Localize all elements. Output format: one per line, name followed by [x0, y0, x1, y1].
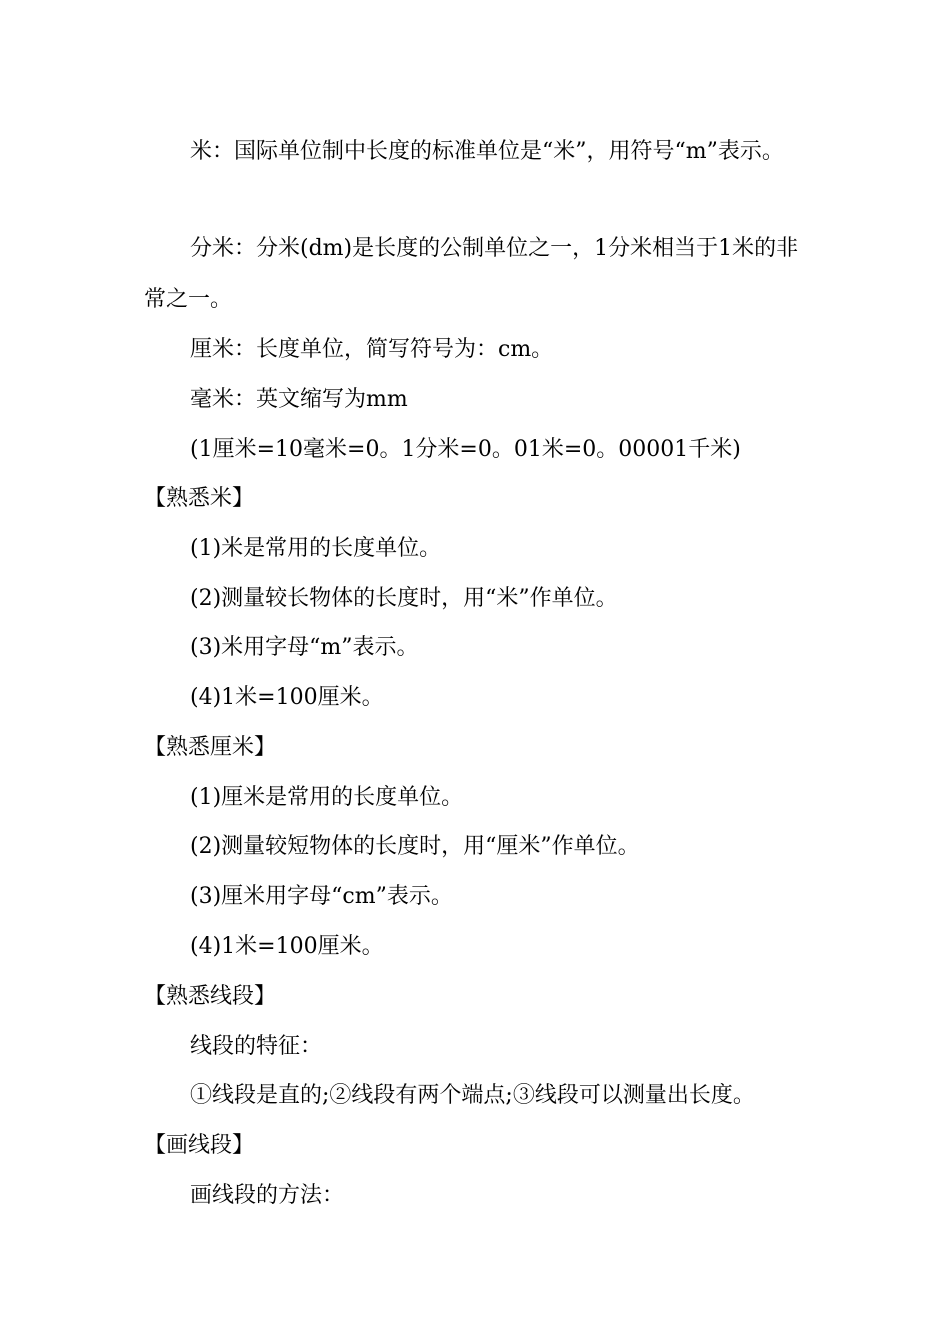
paragraph-decimeter-continued: 常之一。	[144, 287, 233, 312]
list-item-centimeter-2: (2)测量较短物体的长度时，用“厘米”作单位。	[190, 834, 640, 859]
paragraph-meter-definition: 米：国际单位制中长度的标准单位是“米”，用符号“m”表示。	[190, 139, 784, 164]
paragraph-unit-conversion: (1厘米=10毫米=0。1分米=0。01米=0。00001千米)	[190, 437, 741, 462]
list-item-meter-1: (1)米是常用的长度单位。	[190, 536, 442, 561]
section-heading-line-segment: 【熟悉线段】	[144, 984, 277, 1009]
paragraph-draw-method-label: 画线段的方法：	[190, 1183, 345, 1208]
section-heading-meter: 【熟悉米】	[144, 486, 255, 511]
list-item-centimeter-1: (1)厘米是常用的长度单位。	[190, 785, 464, 810]
list-item-centimeter-4: (4)1米=100厘米。	[190, 934, 384, 959]
paragraph-segment-features-label: 线段的特征：	[190, 1034, 323, 1059]
section-heading-centimeter: 【熟悉厘米】	[144, 735, 277, 760]
list-item-meter-3: (3)米用字母“m”表示。	[190, 635, 419, 660]
paragraph-millimeter-definition: 毫米：英文缩写为mm	[190, 387, 408, 412]
paragraph-decimeter-definition: 分米：分米(dm)是长度的公制单位之一，1分米相当于1米的非	[190, 236, 799, 261]
paragraph-centimeter-definition: 厘米：长度单位，简写符号为：cm。	[190, 337, 554, 362]
list-item-meter-4: (4)1米=100厘米。	[190, 685, 384, 710]
list-item-centimeter-3: (3)厘米用字母“cm”表示。	[190, 884, 453, 909]
section-heading-draw-segment: 【画线段】	[144, 1133, 255, 1158]
paragraph-segment-features: ①线段是直的;②线段有两个端点;③线段可以测量出长度。	[190, 1083, 755, 1108]
list-item-meter-2: (2)测量较长物体的长度时，用“米”作单位。	[190, 586, 618, 611]
